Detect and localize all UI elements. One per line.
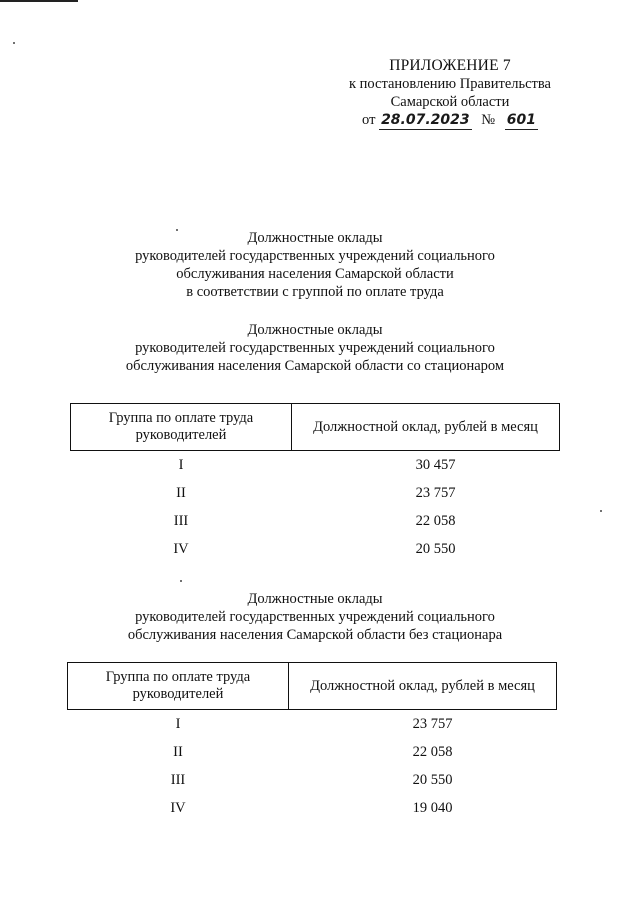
- section1-heading-line: Должностные оклады: [247, 322, 383, 338]
- salary-table-without-inpatient: [67, 662, 557, 822]
- section1-heading-line: руководителей государственных учреждений социального: [135, 340, 495, 356]
- column-header-group: Группа по оплате труда руководителей: [68, 663, 289, 710]
- section2-heading: [100, 590, 530, 644]
- main-heading-line: в соответствии с группой по оплате труда: [186, 284, 444, 300]
- section2-heading-line: руководителей государственных учреждений социального: [135, 609, 495, 625]
- group-cell: II: [176, 485, 186, 501]
- table-row: [71, 507, 560, 535]
- table-row: [68, 710, 557, 739]
- table-row: [68, 738, 557, 766]
- group-cell: I: [178, 457, 184, 473]
- group-cell: I: [175, 716, 181, 732]
- column-header-group: Группа по оплате труда руководителей: [71, 404, 292, 451]
- group-cell: III: [173, 513, 189, 529]
- handwritten-number: 601: [506, 112, 536, 128]
- appendix-region-line: Самарской области: [390, 94, 510, 110]
- main-heading-line: руководителей государственных учреждений социального: [135, 248, 495, 264]
- column-header-salary: Должностной оклад, рублей в месяц: [292, 404, 560, 451]
- table-row: [71, 535, 560, 563]
- handwritten-date: 28.07.2023: [381, 112, 470, 128]
- salary-cell: 19 040: [412, 800, 453, 816]
- salary-cell: 23 757: [415, 485, 456, 501]
- number-sign: №: [481, 112, 496, 128]
- appendix-block: [300, 57, 600, 130]
- date-prefix: от: [362, 112, 376, 128]
- scan-speck: [180, 580, 182, 582]
- scan-speck: [13, 42, 15, 44]
- salary-cell: 23 757: [412, 716, 453, 732]
- table-row: [68, 766, 557, 794]
- group-cell: IV: [173, 541, 189, 557]
- appendix-title: ПРИЛОЖЕНИЕ 7: [389, 57, 511, 74]
- table-row: [71, 479, 560, 507]
- salary-cell: 20 550: [415, 541, 456, 557]
- group-cell: III: [170, 772, 186, 788]
- section2-heading-line: обслуживания населения Самарской области без стационара: [127, 627, 503, 643]
- main-heading-line: обслуживания населения Самарской области: [176, 266, 454, 282]
- group-cell: IV: [170, 800, 186, 816]
- table-row: [71, 451, 560, 480]
- table-row: [68, 794, 557, 822]
- section1-heading-line: обслуживания населения Самарской области со стационаром: [125, 358, 505, 374]
- salary-cell: 20 550: [412, 772, 453, 788]
- appendix-resolution-line: к постановлению Правительства: [349, 76, 551, 92]
- appendix-date-line: [300, 111, 600, 130]
- main-heading-line: Должностные оклады: [247, 230, 383, 246]
- main-heading: [100, 229, 530, 301]
- scan-corner-mark: [0, 0, 78, 2]
- salary-cell: 22 058: [415, 513, 456, 529]
- section2-heading-line: Должностные оклады: [247, 591, 383, 607]
- salary-table-with-inpatient: [70, 403, 560, 563]
- group-cell: II: [173, 744, 183, 760]
- salary-cell: 30 457: [415, 457, 456, 473]
- scan-speck: [600, 510, 602, 512]
- column-header-salary: Должностной оклад, рублей в месяц: [289, 663, 557, 710]
- salary-cell: 22 058: [412, 744, 453, 760]
- section1-heading: [100, 321, 530, 375]
